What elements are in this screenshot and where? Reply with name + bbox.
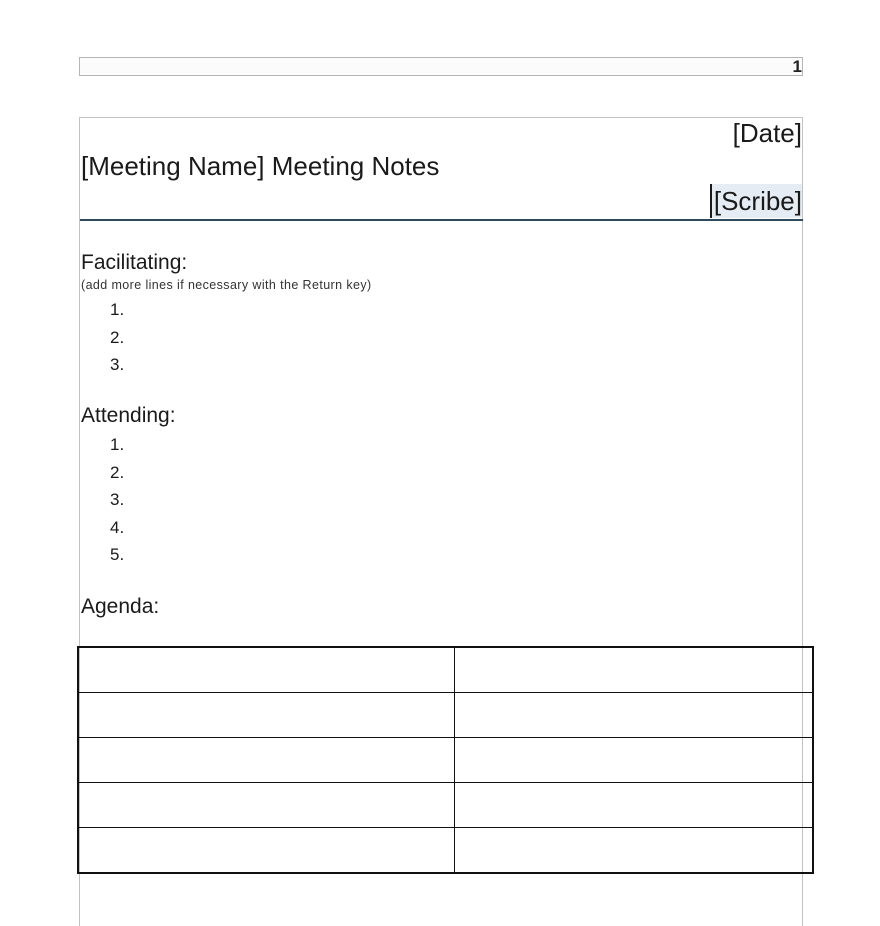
attending-list xyxy=(110,431,124,569)
table-row xyxy=(78,647,813,693)
page-header[interactable] xyxy=(79,57,803,76)
text-frame-top-border xyxy=(79,117,803,118)
attending-heading[interactable]: Attending: xyxy=(81,404,176,427)
agenda-cell[interactable] xyxy=(78,783,455,828)
agenda-cell[interactable] xyxy=(455,783,813,828)
table-row xyxy=(78,828,813,874)
meeting-title[interactable]: [Meeting Name] Meeting Notes xyxy=(81,151,440,181)
agenda-heading[interactable]: Agenda: xyxy=(81,595,160,618)
list-item[interactable]: 1. xyxy=(110,300,125,319)
title-divider xyxy=(80,219,803,221)
table-row xyxy=(78,783,813,828)
facilitating-hint: (add more lines if necessary with the Return key) xyxy=(81,278,372,292)
facilitating-list xyxy=(110,296,124,379)
agenda-cell[interactable] xyxy=(78,647,455,693)
agenda-cell[interactable] xyxy=(455,738,813,783)
list-item[interactable]: 5. xyxy=(110,545,125,564)
agenda-cell[interactable] xyxy=(78,693,455,738)
list-item[interactable]: 3. xyxy=(110,490,125,509)
table-row xyxy=(78,693,813,738)
list-item[interactable]: 2. xyxy=(110,462,125,482)
agenda-table xyxy=(77,646,814,874)
list-item[interactable]: 1. xyxy=(110,435,125,454)
scribe-placeholder[interactable]: [Scribe] xyxy=(710,184,802,218)
table-row xyxy=(78,738,813,783)
agenda-cell[interactable] xyxy=(455,693,813,738)
agenda-cell[interactable] xyxy=(455,647,813,693)
list-item[interactable]: 4. xyxy=(110,517,125,537)
agenda-cell[interactable] xyxy=(78,828,455,874)
facilitating-heading[interactable]: Facilitating: xyxy=(81,251,188,274)
date-placeholder[interactable]: [Date] xyxy=(732,118,802,148)
page-number: 1 xyxy=(792,57,802,76)
list-item[interactable]: 2. xyxy=(110,327,125,347)
agenda-cell[interactable] xyxy=(455,828,813,874)
list-item[interactable]: 3. xyxy=(110,355,125,374)
agenda-cell[interactable] xyxy=(78,738,455,783)
